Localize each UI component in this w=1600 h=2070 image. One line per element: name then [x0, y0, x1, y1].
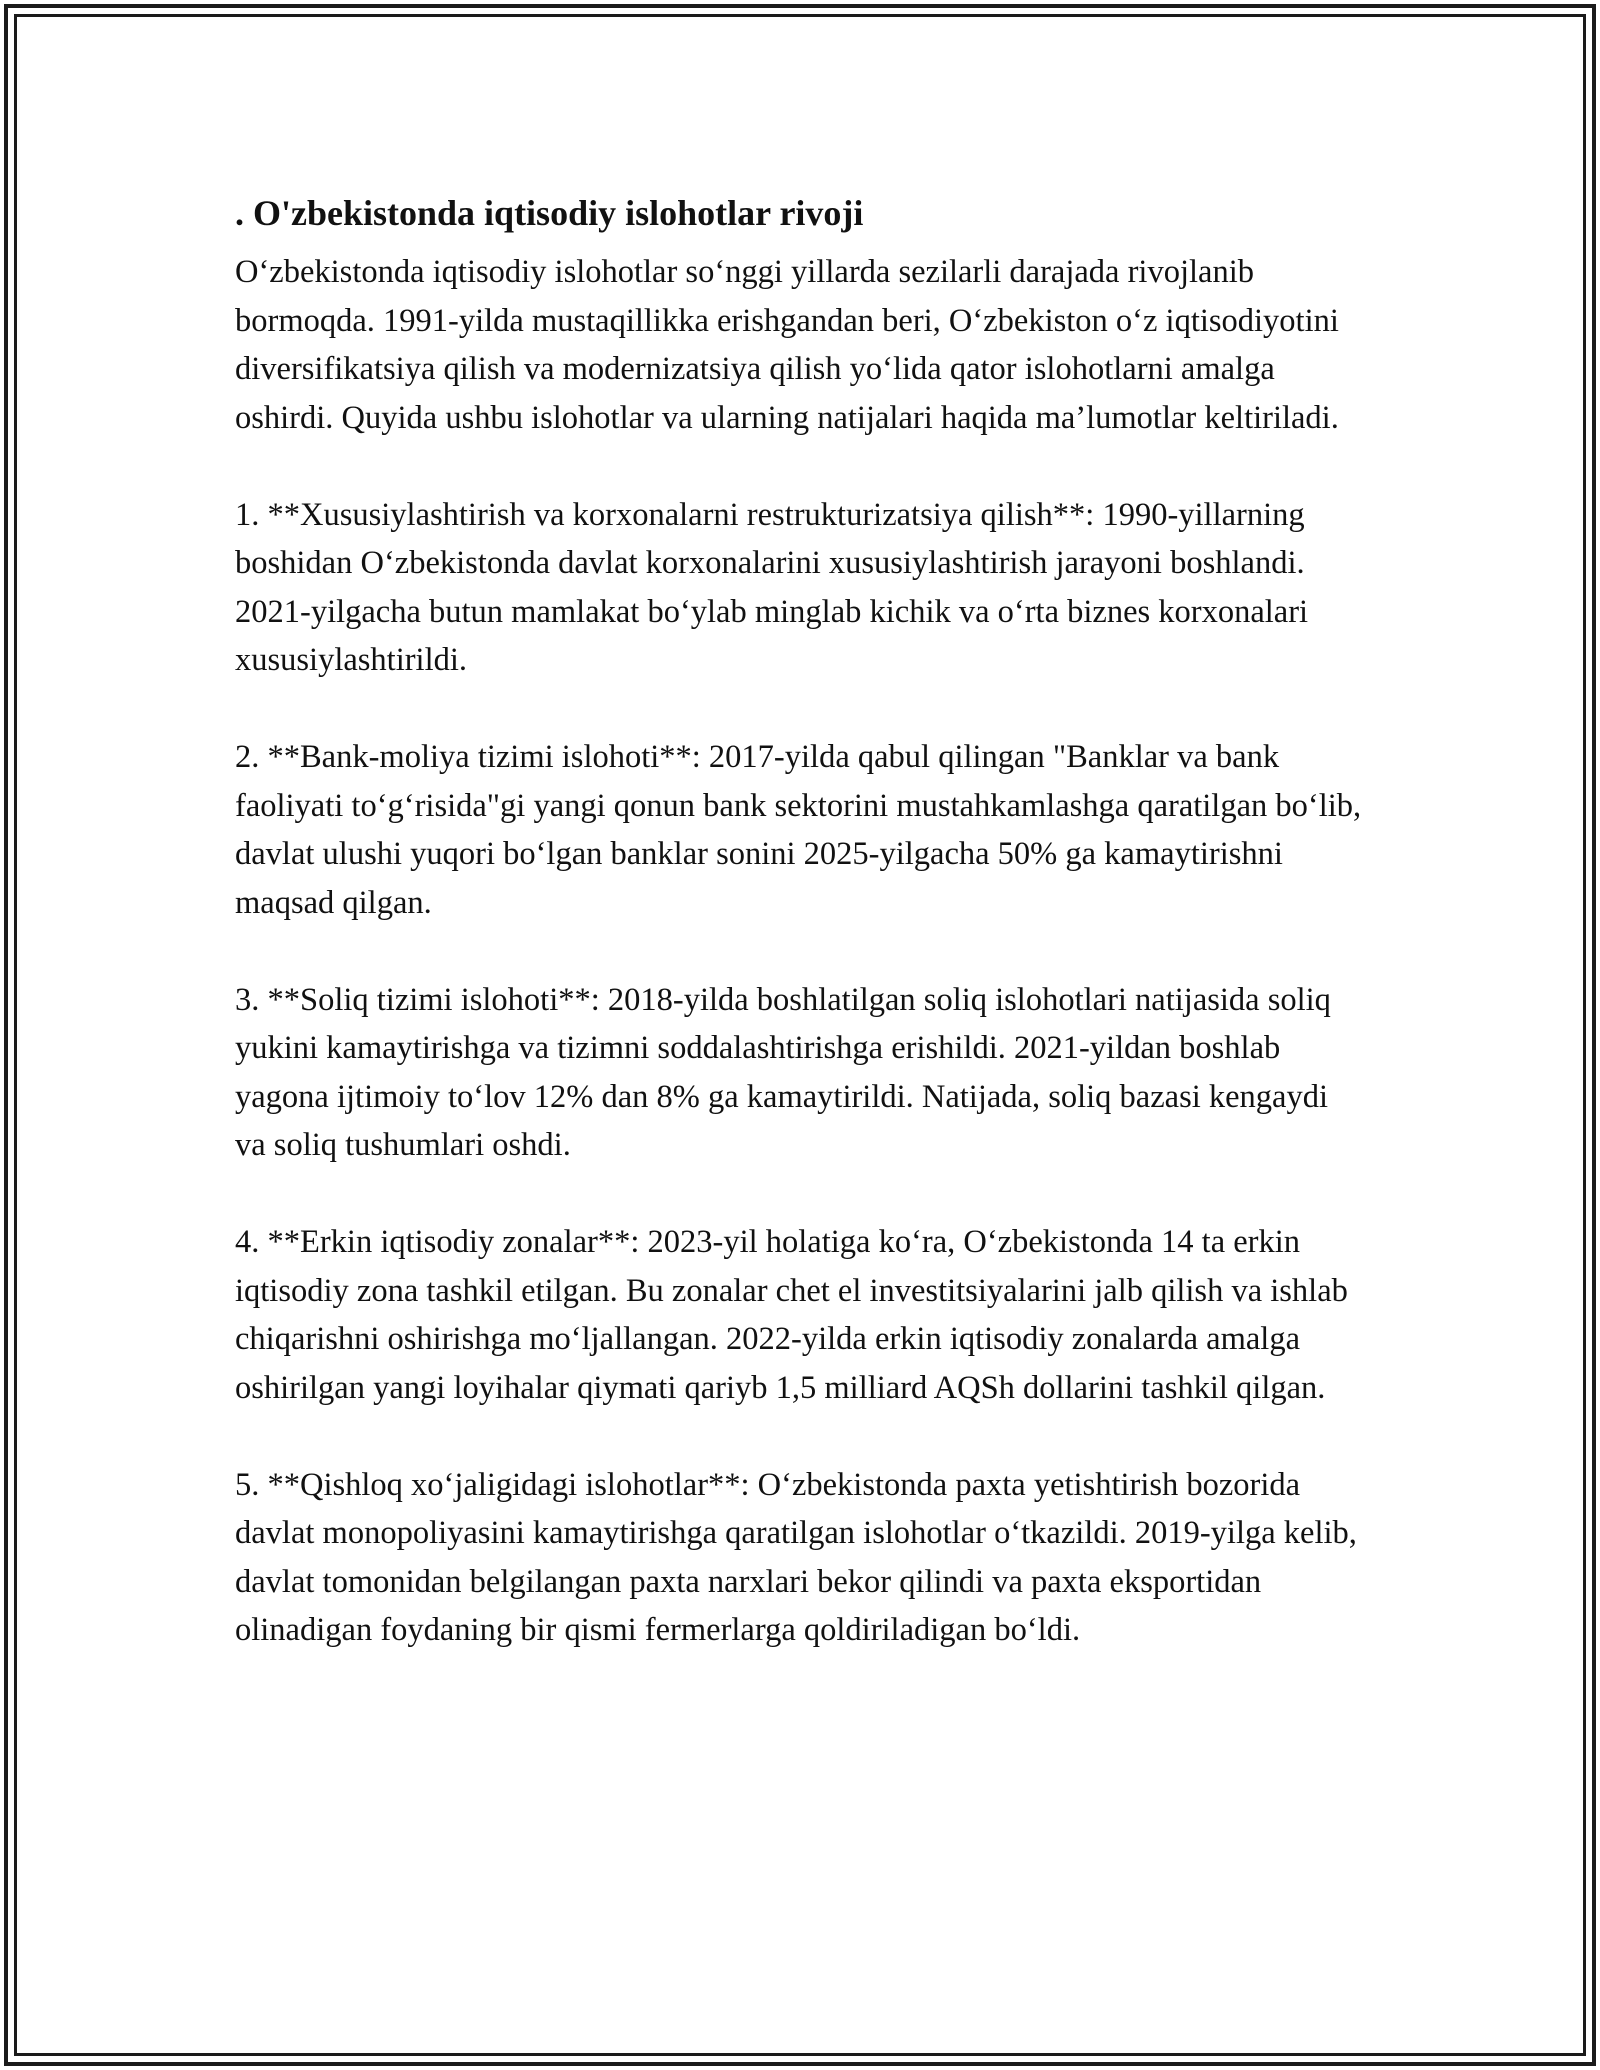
paragraph-banking-reform: 2. **Bank-moliya tizimi islohoti**: 2017-yilda qabul qilingan "Banklar va bank faoliyati to‘g‘risida"gi yangi qonun bank sektorini mustahkamlashga qaratilgan bo‘lib, davlat ulushi yuqori bo‘lgan banklar sonini 2025-yilgacha 50% ga kamaytirishni maqsad qilgan. — [235, 739, 1362, 921]
paragraph-agriculture-reform: 5. **Qishloq xo‘jaligidagi islohotlar**: O‘zbekistonda paxta yetishtirish bozorida davlat monopoliyasini kamaytirishga qaratilgan islohotlar o‘tkazildi. 2019-yilga kelib, davlat tomonidan belgilangan paxta narxlari bekor qilindi va paxta eksportidan olinadigan foydaning bir qismi fermerlarga qoldiriladigan bo‘ldi. — [235, 1466, 1357, 1648]
paragraph-tax-reform: 3. **Soliq tizimi islohoti**: 2018-yilda boshlatilgan soliq islohotlari natijasida soliq yukini kamaytirishga va tizimni soddalashtirishga erishildi. 2021-yildan boshlab yagona ijtimoiy to‘lov 12% dan 8% ga kamaytirildi. Natijada, soliq bazasi kengaydi va soliq tushumlari oshdi. — [235, 981, 1331, 1163]
document-body — [235, 188, 1365, 1703]
intro-paragraph: O‘zbekistonda iqtisodiy islohotlar so‘nggi yillarda sezilarli darajada rivojlanib bormoqda. 1991-yilda mustaqillikka erishgandan beri, O‘zbekiston o‘z iqtisodiyotini diversifikatsiya qilish va modernizatsiya qilish yo‘lida qator islohotlarni amalga oshirdi. Quyida ushbu islohotlar va ularning natijalari haqida ma’lumotlar keltiriladi. — [235, 254, 1339, 436]
paragraph-free-economic-zones: 4. **Erkin iqtisodiy zonalar**: 2023-yil holatiga ko‘ra, O‘zbekistonda 14 ta erkin iqtisodiy zona tashkil etilgan. Bu zonalar chet el investitsiyalarini jalb qilish va ishlab chiqarishni oshirishga mo‘ljallangan. 2022-yilda erkin iqtisodiy zonalarda amalga oshirilgan yangi loyihalar qiymati qariyb 1,5 milliard AQSh dollarini tashkil qilgan. — [235, 1224, 1348, 1406]
paragraph-privatization: 1. **Xususiylashtirish va korxonalarni restrukturizatsiya qilish**: 1990-yillarning boshidan O‘zbekistonda davlat korxonalarini xususiylashtirish jarayoni boshlandi. 2021-yilgacha butun mamlakat bo‘ylab minglab kichik va o‘rta biznes korxonalari xususiylashtirildi. — [235, 496, 1309, 678]
document-title: . O'zbekistonda iqtisodiy islohotlar rivoji — [235, 193, 864, 233]
